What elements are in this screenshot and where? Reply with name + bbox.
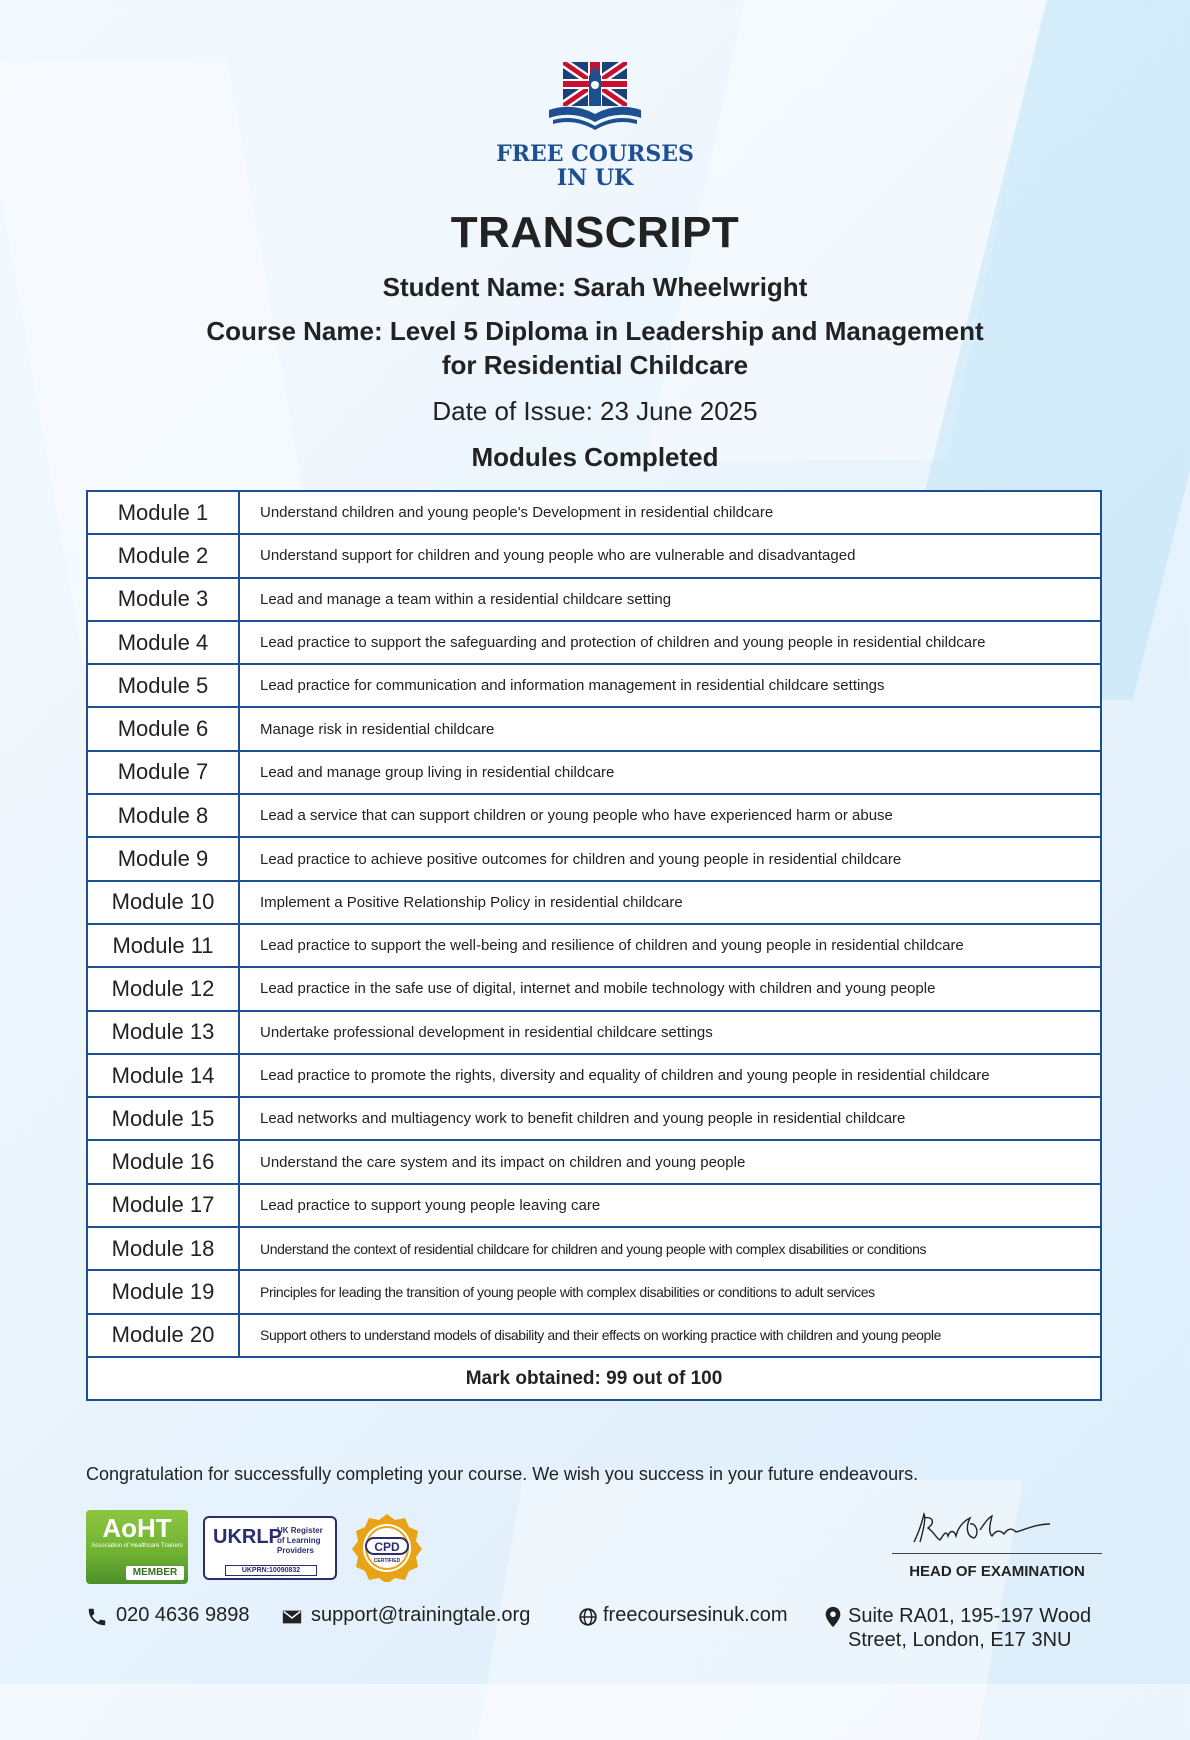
table-row [87,881,1101,924]
address-line-1: Suite RA01, 195-197 Wood [848,1605,1092,1627]
module-name: Module 19 [87,1270,239,1313]
table-row [87,621,1101,664]
table-row [87,1227,1101,1270]
table-row [87,1097,1101,1140]
module-title: Lead and manage group living in residential childcare [239,751,1101,794]
module-title: Lead practice to promote the rights, diversity and equality of children and young people in residential childcare [239,1054,1101,1097]
brand-line-2: IN UK [556,165,634,191]
table-row [87,664,1101,707]
brand-line-1: FREE COURSES [496,141,694,167]
module-name: Module 10 [87,881,239,924]
aoht-member-badge [86,1510,188,1584]
website-url[interactable]: freecoursesinuk.com [603,1604,788,1626]
module-name: Module 6 [87,707,239,750]
ukprn-number: UKPRN:10090832 [225,1565,317,1576]
module-name: Module 5 [87,664,239,707]
table-row [87,837,1101,880]
union-jack-big-ben-book-logo [545,60,645,136]
module-name: Module 20 [87,1314,239,1357]
table-row [87,751,1101,794]
ukrlp-title: UKRLP [213,1526,282,1548]
module-name: Module 8 [87,794,239,837]
ukrlp-subtitle [277,1526,323,1556]
globe-icon [577,1606,599,1628]
aoht-badge-title: AoHT [102,1513,172,1543]
module-title: Support others to understand models of disability and their effects on working practice with children and young people [239,1314,1101,1357]
contact-email [281,1604,530,1627]
table-row [87,1054,1101,1097]
document-title: TRANSCRIPT [450,208,740,257]
table-row [87,707,1101,750]
email-address[interactable]: support@trainingtale.org [311,1604,531,1626]
ukrlp-subtitle-line: UK Register [277,1526,323,1535]
contact-address [824,1604,1124,1652]
modules-heading: Modules Completed [471,442,719,472]
module-title: Understand the care system and its impact on children and young people [239,1140,1101,1183]
table-row [87,1184,1101,1227]
table-row [87,1357,1101,1400]
student-name: Student Name: Sarah Wheelwright [382,272,808,302]
module-title: Lead networks and multiagency work to benefit children and young people in residential childcare [239,1097,1101,1140]
mark-obtained: Mark obtained: 99 out of 100 [87,1357,1101,1400]
table-row [87,534,1101,577]
module-name: Module 3 [87,578,239,621]
module-name: Module 2 [87,534,239,577]
module-title: Lead practice to support the safeguarding and protection of children and young people in residential childcare [239,621,1101,664]
table-row [87,967,1101,1010]
handwritten-signature [900,1508,1060,1548]
module-name: Module 9 [87,837,239,880]
table-row [87,1140,1101,1183]
cpd-certified-seal-icon [352,1512,422,1582]
module-name: Module 15 [87,1097,239,1140]
module-name: Module 1 [87,491,239,534]
signature-line [892,1553,1102,1554]
module-name: Module 18 [87,1227,239,1270]
module-title: Implement a Positive Relationship Policy in residential childcare [239,881,1101,924]
address-line-2: Street, London, E17 3NU [848,1629,1072,1651]
table-row [87,491,1101,534]
envelope-icon [281,1606,303,1628]
module-title: Lead practice for communication and information management in residential childcare settings [239,664,1101,707]
phone-number: 020 4636 9898 [116,1604,250,1626]
ukrlp-subtitle-line: Providers [277,1546,314,1555]
module-name: Module 11 [87,924,239,967]
module-title: Lead practice in the safe use of digital, internet and mobile technology with children and young people [239,967,1101,1010]
table-row [87,1314,1101,1357]
table-row [87,1011,1101,1054]
module-name: Module 14 [87,1054,239,1097]
module-title: Undertake professional development in residential childcare settings [239,1011,1101,1054]
module-title: Understand the context of residential childcare for children and young people with complex disabilities or conditions [239,1227,1101,1270]
signature-title: HEAD OF EXAMINATION [909,1563,1085,1580]
modules-table [86,490,1102,1401]
module-name: Module 12 [87,967,239,1010]
aoht-member-label: MEMBER [126,1566,184,1580]
congratulation-message: Congratulation for successfully completing your course. We wish you success in your future endeavours. [86,1464,919,1484]
module-title: Lead and manage a team within a residential childcare setting [239,578,1101,621]
brand-name [445,142,745,190]
aoht-badge-subtitle: Association of Healthcare Trainers [91,1543,183,1549]
module-name: Module 17 [87,1184,239,1227]
module-title: Lead practice to achieve positive outcomes for children and young people in residential childcare [239,837,1101,880]
ukrlp-badge [203,1516,337,1580]
table-row [87,578,1101,621]
module-title: Understand support for children and young people who are vulnerable and disadvantaged [239,534,1101,577]
module-name: Module 13 [87,1011,239,1054]
table-row [87,924,1101,967]
ukrlp-subtitle-line: of Learning [277,1536,321,1545]
module-title: Lead practice to support young people leaving care [239,1184,1101,1227]
contact-phone [86,1604,249,1627]
date-of-issue: Date of Issue: 23 June 2025 [432,396,758,426]
module-title: Lead a service that can support children or young people who have experienced harm or abuse [239,794,1101,837]
module-name: Module 7 [87,751,239,794]
table-row [87,1270,1101,1313]
module-title: Principles for leading the transition of young people with complex disabilities or conditions to adult services [239,1270,1101,1313]
table-row [87,794,1101,837]
module-name: Module 16 [87,1140,239,1183]
course-name: Course Name: Level 5 Diploma in Leadership and Management for Residential Childcare [206,316,984,380]
cpd-text: CPD [374,1540,400,1554]
module-title: Lead practice to support the well-being and resilience of children and young people in residential childcare [239,924,1101,967]
module-title: Manage risk in residential childcare [239,707,1101,750]
phone-icon [86,1606,108,1628]
module-title: Understand children and young people's Development in residential childcare [239,491,1101,534]
cpd-certified-text: CERTIFIED [373,1558,401,1564]
contact-website [577,1604,788,1627]
map-pin-icon [824,1606,842,1628]
module-name: Module 4 [87,621,239,664]
